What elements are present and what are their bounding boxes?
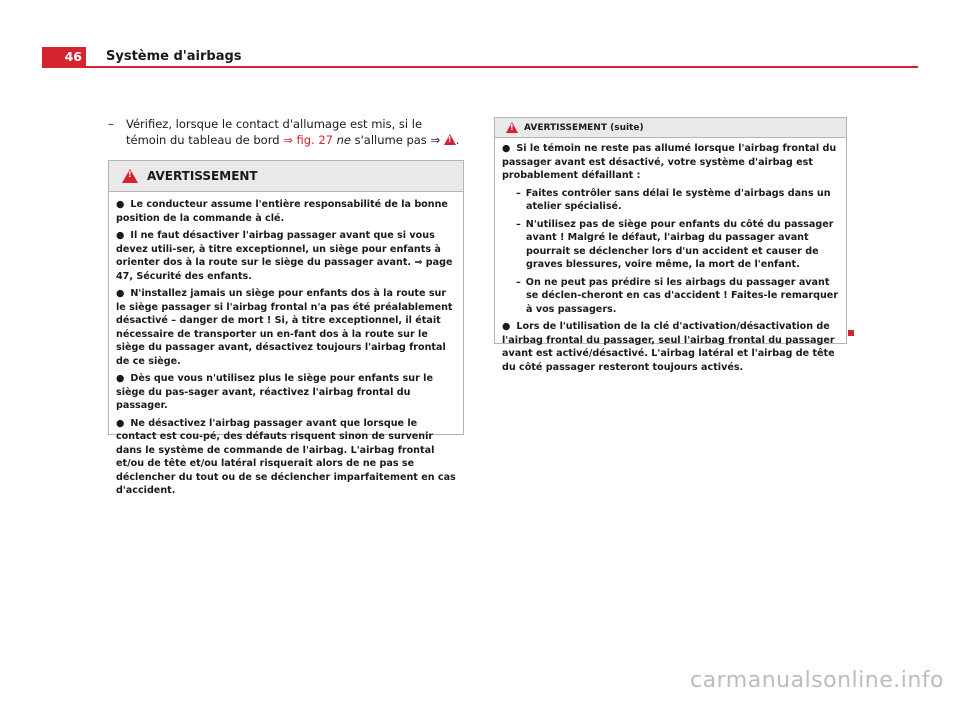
bullet-icon: ● bbox=[116, 288, 125, 299]
warning-box-title: AVERTISSEMENT (suite) bbox=[524, 122, 644, 133]
bullet-icon: ● bbox=[502, 143, 511, 154]
warning-item: ● N'installez jamais un siège pour enfants dos à la route sur le siège passager si l'airbag frontal n'a pas été préalablement désactivé – danger de mort ! Si, à titre exceptionnel, il était nécessaire de transporter un en-fant dos à la route sur le siège du passager avant, désactivez toujours l'airbag frontal de ce siège. bbox=[116, 288, 453, 367]
bullet-icon: ● bbox=[502, 321, 511, 332]
warning-subitem: – N'utilisez pas de siège pour enfants du côté du passager avant ! Malgré le défaut, l'airbag du passager avant pourrait se déclencher lors d'un accident et causer de graves blessures, voire même, la mort de l'enfant. bbox=[516, 218, 834, 270]
warning-box-left bbox=[108, 160, 464, 496]
bullet-icon: ● bbox=[116, 199, 125, 210]
warning-triangle-icon[interactable] bbox=[444, 134, 456, 145]
dash-marker: – bbox=[516, 218, 521, 230]
warning-box-header bbox=[495, 118, 846, 138]
header-divider bbox=[42, 66, 918, 68]
step-dash: – bbox=[108, 117, 114, 131]
warning-box-right bbox=[494, 117, 847, 373]
bullet-icon: ● bbox=[116, 230, 125, 241]
warning-box-body bbox=[109, 192, 463, 498]
page-number: 46 bbox=[42, 47, 86, 66]
figure-link[interactable]: ⇒ fig. 27 bbox=[283, 133, 333, 147]
watermark: carmanualsonline.info bbox=[690, 668, 944, 693]
dash-marker: – bbox=[516, 276, 521, 288]
warning-box-title: AVERTISSEMENT bbox=[147, 169, 258, 183]
step-text-1: Vérifiez, lorsque le contact d'allumage est mis, si le témoin du tableau de bord bbox=[126, 117, 423, 147]
page-header-title: Système d'airbags bbox=[106, 49, 242, 64]
warning-box-header bbox=[109, 161, 463, 192]
step-text-4: . bbox=[455, 133, 460, 147]
warning-box-body bbox=[495, 138, 846, 374]
warning-item: ● Ne désactivez l'airbag passager avant que lorsque le contact est cou-pé, des défauts risquent sinon de survenir dans le système de commande de l'airbag. L'airbag frontal et/ou de tête et/ou latéral risquerait alors de ne pas se déclencher du tout ou de se déclencher imparfaitement en cas d'accident. bbox=[116, 417, 456, 496]
warning-item: ● Le conducteur assume l'entière responsabilité de la bonne position de la commande à clé. bbox=[116, 199, 448, 224]
warning-item: ● Lors de l'utilisation de la clé d'activation/désactivation de l'airbag frontal du passager, seul l'airbag frontal du passager avant est activé/désactivé. L'airbag latéral et l'airbag de tête du côté passager resteront toujours activés. bbox=[502, 321, 835, 373]
bullet-icon: ● bbox=[116, 417, 125, 429]
warning-triangle-icon bbox=[122, 169, 138, 183]
warning-item: ● Dès que vous n'utilisez plus le siège pour enfants sur le siège du pas-sager avant, réactivez l'airbag frontal du passager. bbox=[116, 373, 433, 411]
step-text bbox=[126, 116, 464, 148]
warning-item: ● Il ne faut désactiver l'airbag passager avant que si vous devez utili-ser, à titre exceptionnel, un siège pour enfants à orienter dos à la route sur le siège du passager avant. ⇒ page 47, Sécurité des enfants. bbox=[116, 230, 453, 282]
warning-item: ● Si le témoin ne reste pas allumé lorsque l'airbag frontal du passager avant est désactivé, votre système d'airbag est probablement défaillant : bbox=[502, 143, 837, 181]
warning-subitem: – Faites contrôler sans délai le système d'airbags dans un atelier spécialisé. bbox=[516, 187, 831, 212]
dash-marker: – bbox=[516, 187, 521, 199]
bullet-icon: ● bbox=[116, 373, 125, 384]
warning-subitem: – On ne peut pas prédire si les airbags du passager avant se déclen-cheront en cas d'accident ! Faites-le remarquer à vos passagers. bbox=[516, 276, 839, 315]
step-instruction bbox=[108, 116, 464, 148]
warning-triangle-icon bbox=[506, 122, 518, 133]
step-text-3: s'allume pas ⇒ bbox=[350, 133, 444, 147]
end-square-icon bbox=[848, 330, 854, 336]
step-text-ne: ne bbox=[336, 133, 351, 147]
